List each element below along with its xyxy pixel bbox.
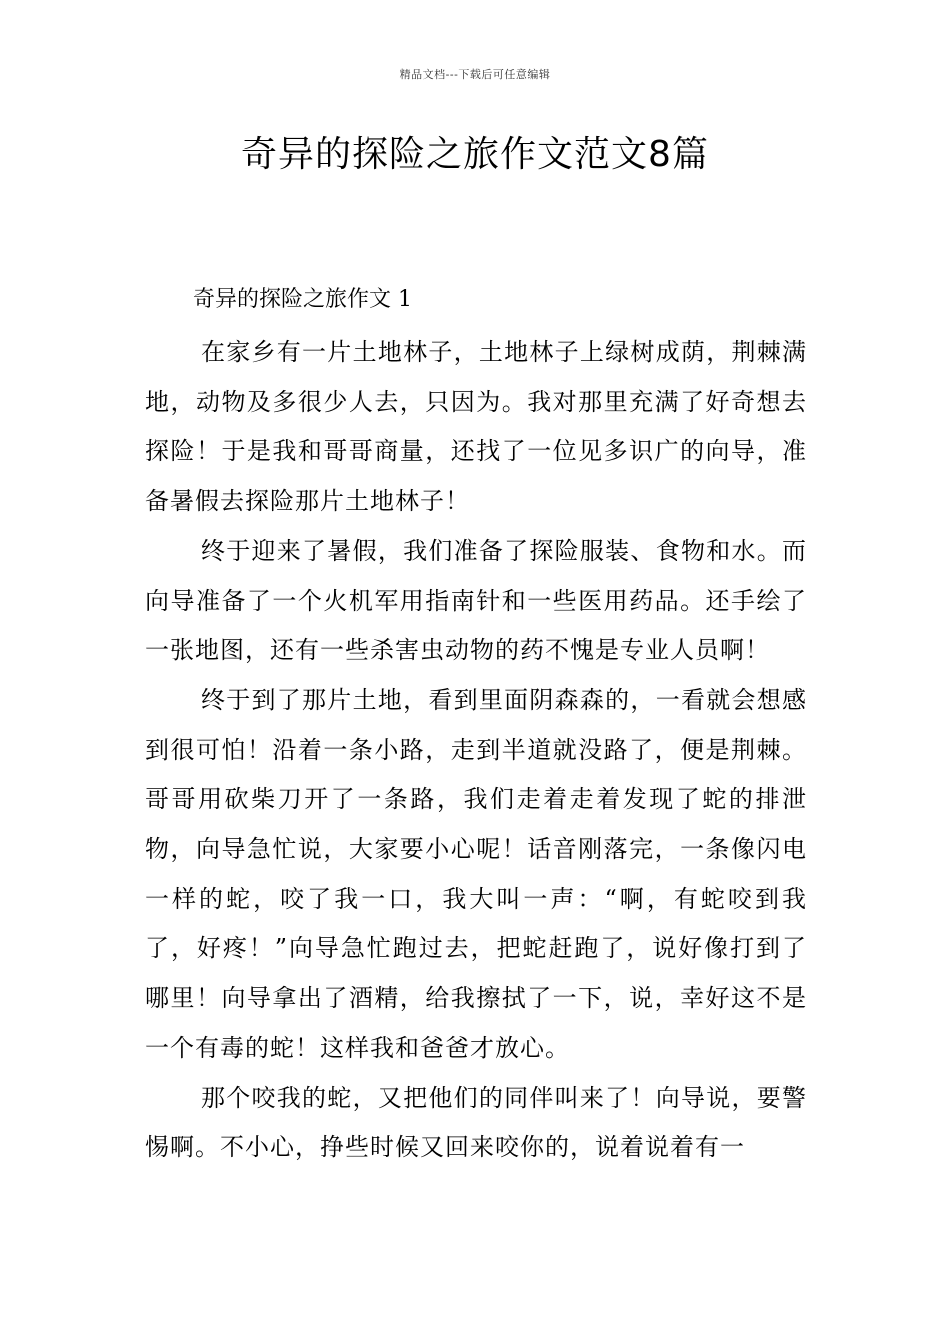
paragraph-2: 终于迎来了暑假，我们准备了探险服装、食物和水。而向导准备了一个火机军用指南针和一些医用药品。还手绘了一张地图，还有一些杀害虫动物的药不愧是专业人员啊！ xyxy=(145,536,807,665)
document-title: 奇异的探险之旅作文范文8篇 xyxy=(241,134,709,175)
document-body xyxy=(145,280,807,1173)
paragraph-4: 那个咬我的蛇，又把他们的同伴叫来了！向导说，要警惕啊。不小心，挣些时候又回来咬你的，说着说着有一 xyxy=(145,1083,807,1162)
paragraph-3: 终于到了那片土地，看到里面阴森森的，一看就会想感到很可怕！沿着一条小路，走到半道就没路了，便是荆棘。哥哥用砍柴刀开了一条路，我们走着走着发现了蛇的排泄物，向导急忙说，大家要小心呢！话音刚落完，一条像闪电一样的蛇，咬了我一口，我大叫一声：“啊，有蛇咬到我了，好疼！”向导急忙跑过去，把蛇赶跑了，说好像打到了哪里！向导拿出了酒精，给我擦拭了一下，说，幸好这不是一个有毒的蛇！这样我和爸爸才放心。 xyxy=(145,685,807,1062)
section-title: 奇异的探险之旅作文 1 xyxy=(193,287,412,312)
header-note: 精品文档---下载后可任意编辑 xyxy=(399,68,551,81)
paragraph-1: 在家乡有一片土地林子，土地林子上绿树成荫，荆棘满地，动物及多很少人去，只因为。我对那里充满了好奇想去探险！于是我和哥哥商量，还找了一位见多识广的向导，准备暑假去探险那片土地林子！ xyxy=(145,338,807,516)
